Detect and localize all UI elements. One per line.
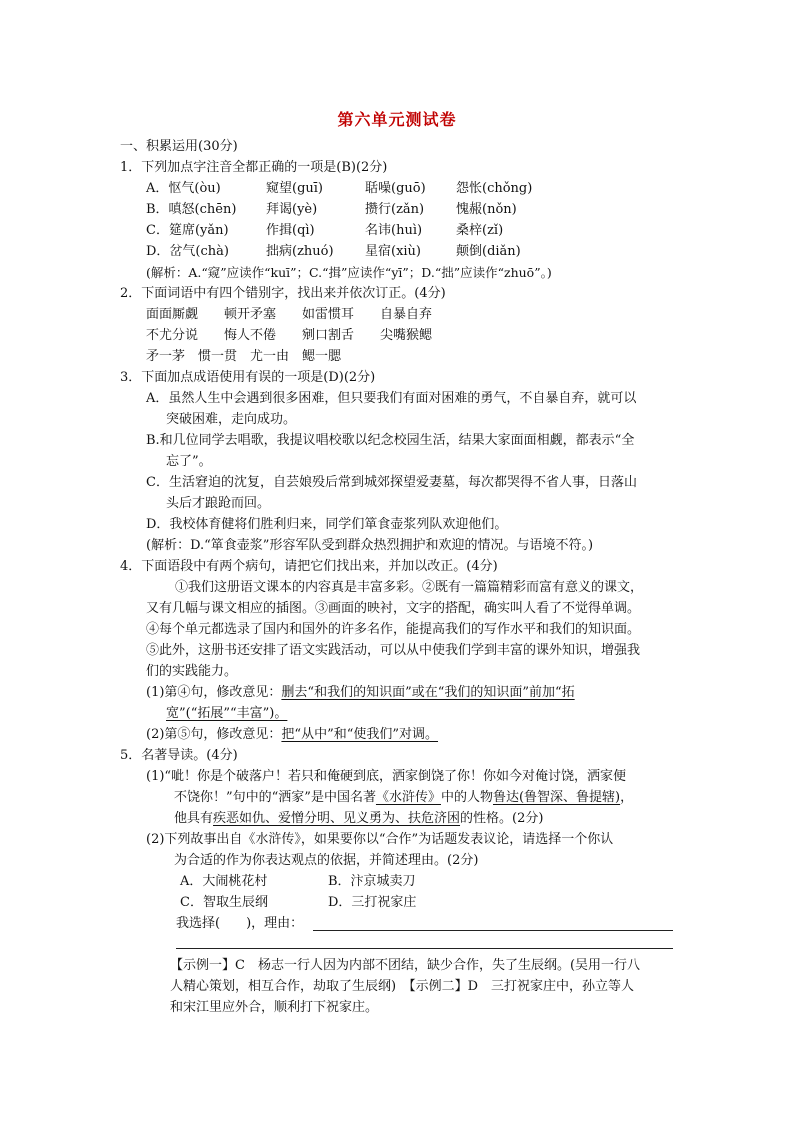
q4-answer-2 xyxy=(146,725,438,745)
q5-sub-2-line-1: (2)下列故事出自《水浒传》，如果要你以“合作”为话题发表议论，请选择一个你认 xyxy=(146,832,614,847)
q1-option-b-word-2: 拜谒(yè) xyxy=(266,202,318,217)
q5-sub-2-line-2: 为合适的作为你表达观点的依据，并简述理由。(2分) xyxy=(174,853,479,868)
q1-option-b-word-3: 攒行(zǎn) xyxy=(365,202,425,217)
q3-option-c-line-2: 头后才踉跄而回。 xyxy=(166,496,271,511)
q5-sub-1-text-3: 他具有 xyxy=(174,811,214,826)
q4-paragraph-line-4: ⑤此外，这册书还安排了语文实践活动，可以从中使我们学到丰富的课外知识，增强我 xyxy=(146,643,641,658)
q5-sub-1-text: 不饶你！”句中的“洒家”是中国名著 xyxy=(174,790,376,805)
q4-answer-2-text: 把“从中”和“使我们”对调。 xyxy=(281,727,439,742)
q5-sub-1-comma: ， xyxy=(620,790,634,805)
q5-option-a: A．大闹桃花村 xyxy=(180,874,268,889)
question-3-stem: 3．下面加点成语使用有误的一项是(D)(2分) xyxy=(120,370,376,385)
section-heading: 一、积累运用(30分) xyxy=(120,139,238,154)
q4-answer-1-label: (1)第④句，修改意见： xyxy=(146,685,282,700)
q4-answer-2-label: (2)第⑤句，修改意见： xyxy=(146,727,282,742)
q3-option-d: D．我校体育健将们胜利归来，同学们箪食壶浆列队欢迎他们。 xyxy=(146,517,508,532)
q2-word-line-1: 面面厮觑 顿开矛塞 如雷惯耳 自暴自弃 xyxy=(146,307,433,322)
q3-option-b-line-1: B.和几位同学去唱歌，我提议唱校歌以纪念校园生活，结果大家面面相觑，都表示“全 xyxy=(146,433,635,448)
q5-sub-1-line-1: (1)“呲！你是个破落户！若只和俺硬到底，洒家倒饶了你！你如今对俺讨饶，洒家便 xyxy=(146,769,627,784)
q5-option-d: D．三打祝家庄 xyxy=(328,895,417,910)
q3-option-a-line-2: 突破困难，走向成功。 xyxy=(166,412,297,427)
q5-choice-prompt: 我选择( )，理由： xyxy=(176,916,304,931)
q5-answer-character: 鲁达(鲁智深、鲁提辖) xyxy=(492,790,621,805)
q5-answer-book: 《水浒传》 xyxy=(375,790,441,805)
q3-option-a-line-1: A．虽然人生中会遇到很多困难，但只要我们有面对困难的勇气，不自暴自弃，就可以 xyxy=(146,391,637,406)
q4-answer-1-continued xyxy=(166,704,287,724)
q3-option-c-line-1: C．生活窘迫的沈复，自芸娘殁后常到城郊探望爱妻墓，每次都哭得不省人事，日落山 xyxy=(146,475,637,490)
q1-option-c-word-2: 作揖(qì) xyxy=(266,223,315,238)
q1-option-c-word-3: 名讳(huì) xyxy=(365,223,423,238)
q5-sample-answer-line-1: 【示例一】C 杨志一行人因为内部不团结，缺少合作，失了生辰纲。(吴用一行八 xyxy=(170,958,641,973)
q3-option-b-line-2: 忘了”。 xyxy=(166,454,212,469)
q4-answer-1-text: 删去“和我们的知识面”或在“我们的知识面”前加“拓 xyxy=(281,685,575,700)
q1-option-a-word-4: 怨怅(chǒng) xyxy=(456,181,533,196)
q1-option-d-word-3: 星宿(xiù) xyxy=(365,244,422,259)
q5-answer-traits: 疾恶如仇、爱憎分明、见义勇为、扶危济困 xyxy=(213,811,461,826)
q1-option-d-word-2: 拙病(zhuó) xyxy=(266,244,334,259)
q5-sub-1-text-2: 中的人物 xyxy=(440,790,493,805)
q1-option-c: C．筵席(yǎn) xyxy=(146,223,229,238)
q3-analysis: (解析：D.“箪食壶浆”形容军队受到群众热烈拥护和欢迎的情况。与语境不符。) xyxy=(146,538,594,553)
question-4-stem: 4．下面语段中有两个病句，请把它们找出来，并加以改正。(4分) xyxy=(120,559,498,574)
q1-option-b-word-4: 愧赧(nǒn) xyxy=(456,202,517,217)
q1-option-c-word-4: 桑梓(zǐ) xyxy=(456,223,504,238)
question-1-stem: 1．下列加点字注音全都正确的一项是(B)(2分) xyxy=(120,160,388,175)
question-2-stem: 2．下面词语中有四个错别字，找出来并依次订正。(4分) xyxy=(120,286,446,301)
q5-sub-1-text-4: 的性格。(2分) xyxy=(460,811,544,826)
q2-answer-line: 矛一茅 惯一贯 尤一由 鳃一腮 xyxy=(146,349,342,364)
q4-paragraph-line-2: 又有几幅与课文相应的插图。③画面的映衬，文字的搭配，确实叫人看了不觉得单调。 xyxy=(146,601,641,616)
q5-answer-blank-1 xyxy=(313,930,673,931)
q4-paragraph-line-3: ④每个单元都选录了国内和国外的许多名作，能提高我们的写作水平和我们的知识面。 xyxy=(146,622,641,637)
q5-sub-1-line-3 xyxy=(174,809,543,829)
q5-sub-1-line-2 xyxy=(174,788,633,808)
q1-option-a-word-2: 窥望(guī) xyxy=(266,181,323,196)
q4-answer-1-text-2: 宽”(“拓展”“丰富”)。 xyxy=(166,706,288,721)
q4-answer-1 xyxy=(146,683,575,703)
q1-option-a: A．怄气(òu) xyxy=(146,181,221,196)
question-5-stem: 5．名著导读。(4分) xyxy=(120,748,238,763)
page-title: 第六单元测试卷 xyxy=(337,110,457,129)
q4-paragraph-line-5: 们的实践能力。 xyxy=(146,664,238,679)
q4-paragraph-line-1: ①我们这册语文课本的内容真是丰富多彩。②既有一篇篇精彩而富有意义的课文， xyxy=(175,580,644,595)
q5-option-c: C．智取生辰纲 xyxy=(180,895,268,910)
q1-option-a-word-3: 聒噪(guō) xyxy=(365,181,426,196)
q5-sample-answer-line-2: 人精心策划，相互合作，劫取了生辰纲) 【示例二】D 三打祝家庄中，孙立等人 xyxy=(170,979,634,994)
q2-word-line-2: 不尤分说 悔人不倦 剜口割舌 尖嘴猴鳃 xyxy=(146,328,433,343)
q5-option-b: B．汴京城卖刀 xyxy=(328,874,416,889)
q1-option-d-word-4: 颠倒(diǎn) xyxy=(456,244,521,259)
q5-sample-answer-line-3: 和宋江里应外合，顺利打下祝家庄。 xyxy=(170,1000,379,1015)
q1-analysis: (解析：A.“窥”应读作“kuī”；C.“揖”应读作“yī”；D.“拙”应读作“zhuō”。) xyxy=(146,265,552,280)
q1-option-d: D．岔气(chà) xyxy=(146,244,229,259)
q1-option-b: B．嗔怒(chēn) xyxy=(146,202,237,217)
q5-answer-blank-2 xyxy=(176,948,673,949)
